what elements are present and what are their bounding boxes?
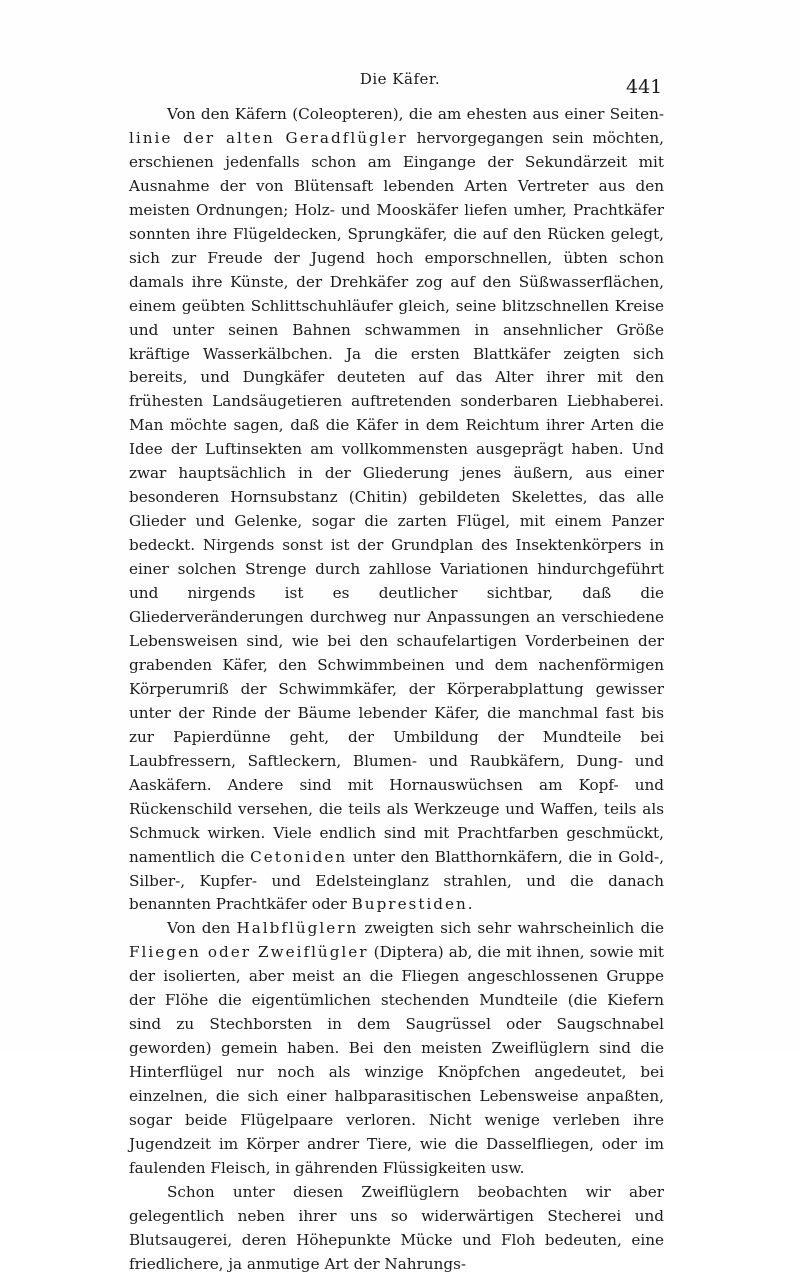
paragraph-beetles	[129, 103, 664, 917]
emphasis-term: Buprestiden.	[351, 895, 475, 914]
text-run: (Diptera) ab, die mit ihnen, sowie mit der isolierten, aber meist an die Fliegen angeschlossenen Gruppe der Flöhe die eigentümlichen stechenden Mundteile (die Kiefern sind zu Stechborsten in dem Saugrüssel oder Saugschnabel geworden) gemein haben. Bei den meisten Zweiflüglern sind die Hinterflügel nur noch als winzige Knöpfchen angedeutet, bei einzelnen, die sich einer halbparasitischen Lebensweise anpaßten, sogar beide Flügelpaare verloren. Nicht wenige verleben ihre Jugendzeit im Körper andrer Tiere, wie die Dasselfliegen, oder im faulenden Fleisch, in gährenden Flüssigkeiten usw.	[129, 943, 664, 1177]
emphasis-term: Cetoniden	[250, 847, 348, 866]
text-run: Von den Käfern (Coleopteren), die am ehesten aus einer Seiten-	[167, 105, 664, 123]
text-run: Von den	[167, 919, 231, 938]
emphasis-term: linie der alten Geradflügler	[129, 128, 408, 147]
page-number: 441	[626, 76, 663, 98]
paragraph-flies	[129, 917, 664, 1180]
paragraph-feeding	[129, 1181, 664, 1277]
text-run: unter den Blatthornkäfern, die in Gold-, Silber-, Kupfer- und Edelsteinglanz strahlen, und die danach benannten Prachtkäfer oder	[129, 847, 665, 914]
running-title: Die Käfer.	[359, 70, 441, 88]
text-run: zweigten sich sehr wahrscheinlich die	[364, 919, 665, 938]
text-run: Schon unter diesen Zweiflüglern beobachten wir aber gelegentlich neben ihrer uns so widerwärtigen Stecherei und Blutsaugerei, deren Höhepunkte Mücke und Floh bedeuten, eine friedlichere, ja anmutige Art der Nahrungs-	[129, 1182, 664, 1273]
emphasis-term: Fliegen oder Zweiflügler	[129, 943, 369, 962]
body-text	[129, 103, 664, 1277]
text-run: hervorgegangen sein möchten, erschienen jedenfalls schon am Eingange der Sekundärzeit mit Ausnahme der von Blütensaft lebenden Arten Vertreter aus den meisten Ordnungen; Holz- und Mooskäfer liefen umher, Prachtkäfer sonnten ihre Flügeldecken, Sprungkäfer, die auf den Rücken gelegt, sich zur Freude der Jugend hoch emporschnellen, übten schon damals ihre Künste, der Drehkäfer zog auf den Süßwasserflächen, einem geübten Schlittschuhläufer gleich, seine blitzschnellen Kreise und unter seinen Bahnen schwammen in ansehnlicher Größe kräftige Wasserkälbchen. Ja die ersten Blattkäfer zeigten sich bereits, und Dungkäfer deuteten auf das Alter ihrer mit den frühesten Landsäugetieren auftretenden sonderbaren Liebhaberei. Man möchte sagen, daß die Käfer in dem Reichtum ihrer Arten die Idee der Luftinsekten am vollkommensten ausgeprägt haben. Und zwar hauptsächlich in der Gliederung jenes äußern, aus einer besonderen Hornsubstanz (Chitin) gebildeten Skelettes, das alle Glieder und Gelenke, sogar die zarten Flügel, mit einem Panzer bedeckt. Nirgends sonst ist der Grundplan des Insektenkörpers in einer solchen Strenge durch zahllose Variationen hindurchgeführt und nirgends ist es deutlicher sichtbar, daß die Gliederveränderungen durchweg nur Anpassungen an verschiedene Lebensweisen sind, wie bei den schaufelartigen Vorderbeinen der grabenden Käfer, den Schwimmbeinen und dem nachenförmigen Körperumriß der Schwimmkäfer, der Körperabplattung gewisser unter der Rinde der Bäume lebender Käfer, die manchmal fast bis zur Papierdünne geht, der Umbildung der Mundteile bei Laubfressern, Saftleckern, Blumen- und Raubkäfern, Dung- und Aaskäfern. Andere sind mit Hornauswüchsen am Kopf- und Rückenschild versehen, die teils als Werkzeuge und Waffen, teils als Schmuck wirken. Viele endlich sind mit Prachtfarben geschmückt, namentlich die	[129, 128, 665, 866]
emphasis-term: Halbflüglern	[236, 919, 359, 938]
